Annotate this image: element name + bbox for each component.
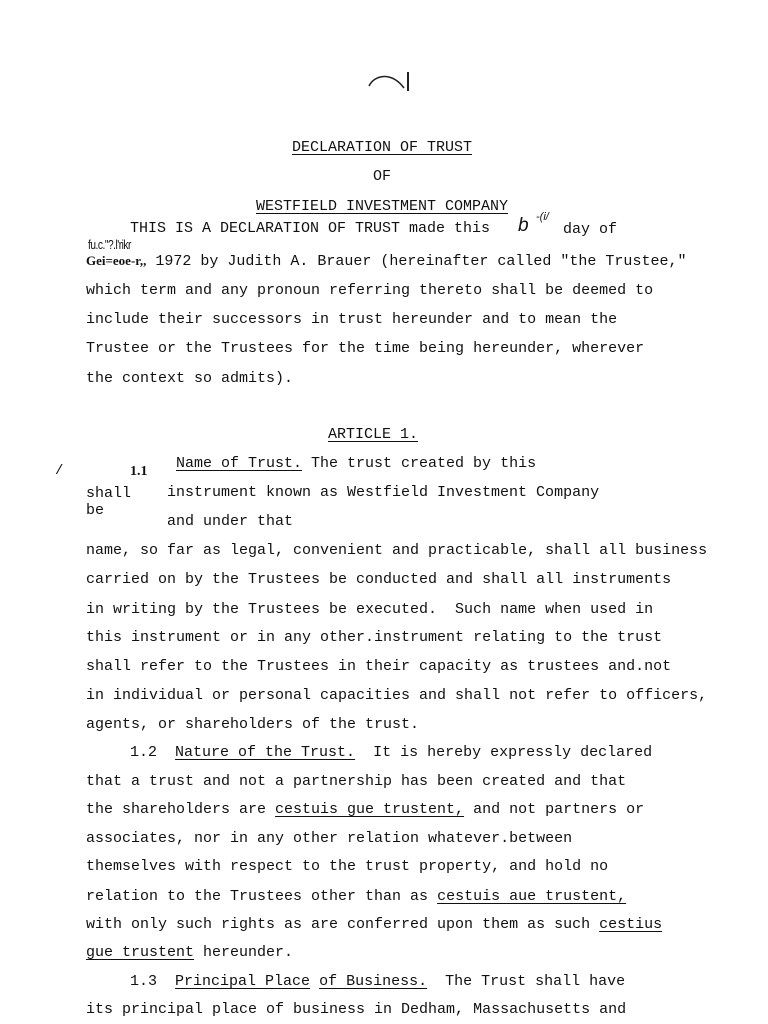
handwritten-mark — [366, 70, 414, 94]
cestuis-term-1: cestuis gue trustent, — [275, 801, 465, 818]
preamble-line-2 — [86, 252, 686, 271]
section-1-1-line-6: in writing by the Trustees be executed. Such name when used in — [86, 601, 654, 618]
section-text: The Trust shall have — [427, 973, 626, 990]
section-1-2-heading: Nature of the Trust. — [175, 744, 356, 761]
cestuis-term-2: cestuis aue trustent, — [437, 888, 627, 905]
section-1-2-line-7 — [86, 916, 662, 934]
section-number-1-3: 1.3 — [130, 973, 158, 990]
preamble-text: THIS IS A DECLARATION OF TRUST made this — [130, 220, 491, 237]
section-1-1-line-9: in individual or personal capacities and shall not refer to officers, — [86, 687, 708, 704]
section-1-2-line-2: that a trust and not a partnership has been created and that — [86, 773, 627, 790]
handwritten-day-superscript: -(i/ — [536, 211, 549, 223]
preamble-text: 1972 by Judith A. Brauer (hereinafter called "the Trustee," — [146, 253, 687, 270]
section-1-3-line-2: its principal place of business in Dedham, Massachusetts and — [86, 1001, 627, 1018]
section-number-1-1: 1.1 — [130, 464, 148, 479]
section-number-1-2: 1.2 — [130, 744, 158, 761]
section-1-1-heading: Name of Trust. — [176, 455, 303, 472]
handwritten-month: fu.c."?.l'rikr — [88, 237, 131, 252]
title-of: OF — [373, 168, 392, 185]
article-heading: ARTICLE 1. — [328, 426, 419, 443]
section-text: The trust created by this — [302, 455, 537, 472]
section-text: relation to the Trustees other than as — [86, 888, 438, 905]
cestius-term: cestius — [599, 916, 663, 933]
section-1-1-line-10: agents, or shareholders of the trust. — [86, 716, 420, 733]
section-1-2-line-1 — [130, 744, 652, 762]
section-1-3-line-1 — [130, 973, 625, 991]
section-1-1-line-3: and under that — [167, 513, 294, 530]
preamble-line-3: which term and any pronoun referring thereto shall be deemed to — [86, 282, 654, 299]
section-text: It is hereby expressly declared — [355, 744, 653, 761]
section-1-2-line-4: associates, nor in any other relation whatever.between — [86, 830, 573, 847]
section-1-2-line-3 — [86, 801, 644, 819]
section-1-1-shall: shall — [86, 485, 132, 502]
title-line-3 — [0, 180, 746, 216]
section-1-1-line-4: name, so far as legal, convenient and practicable, shall all business — [86, 542, 708, 559]
section-1-3-heading-a: Principal Place — [175, 973, 311, 990]
gue-trustent-term: gue trustent — [86, 944, 195, 961]
section-text: hereunder. — [194, 944, 294, 961]
preamble-line-1 — [130, 220, 490, 238]
section-1-3-heading-b: of Business. — [319, 973, 428, 990]
section-1-1-line-2: instrument known as Westfield Investment Company — [167, 484, 600, 501]
section-1-2-line-5: themselves with respect to the trust property, and hold no — [86, 858, 609, 875]
month-typed: Gei=eoe-r,, — [86, 253, 147, 268]
preamble-line-4: include their successors in trust hereunder and to mean the — [86, 311, 618, 328]
section-1-1-line-7: this instrument or in any other.instrument relating to the trust — [86, 629, 663, 646]
section-text: and not partners or — [464, 801, 645, 818]
handwritten-day: b — [518, 215, 529, 236]
section-text: with only such rights as are conferred upon them as such — [86, 916, 600, 933]
preamble-day-of: day of — [563, 221, 618, 238]
section-1-1-be: be — [86, 502, 105, 519]
section-text: the shareholders are — [86, 801, 276, 818]
margin-mark: / — [55, 463, 64, 479]
section-1-1-line-5: carried on by the Trustees be conducted and shall all instruments — [86, 571, 672, 588]
company-name-title: WESTFIELD INVESTMENT COMPANY — [255, 198, 509, 215]
section-1-2-line-6 — [86, 888, 626, 906]
section-1-1-line-1 — [176, 455, 536, 473]
preamble-line-6: the context so admits). — [86, 370, 294, 387]
section-1-1-line-8: shall refer to the Trustees in their capacity as trustees and.not — [86, 658, 672, 675]
document-title: DECLARATION OF TRUST — [291, 139, 473, 156]
section-1-2-line-8 — [86, 944, 293, 962]
preamble-line-5: Trustee or the Trustees for the time being hereunder, wherever — [86, 340, 645, 357]
article-heading-line — [328, 426, 418, 444]
